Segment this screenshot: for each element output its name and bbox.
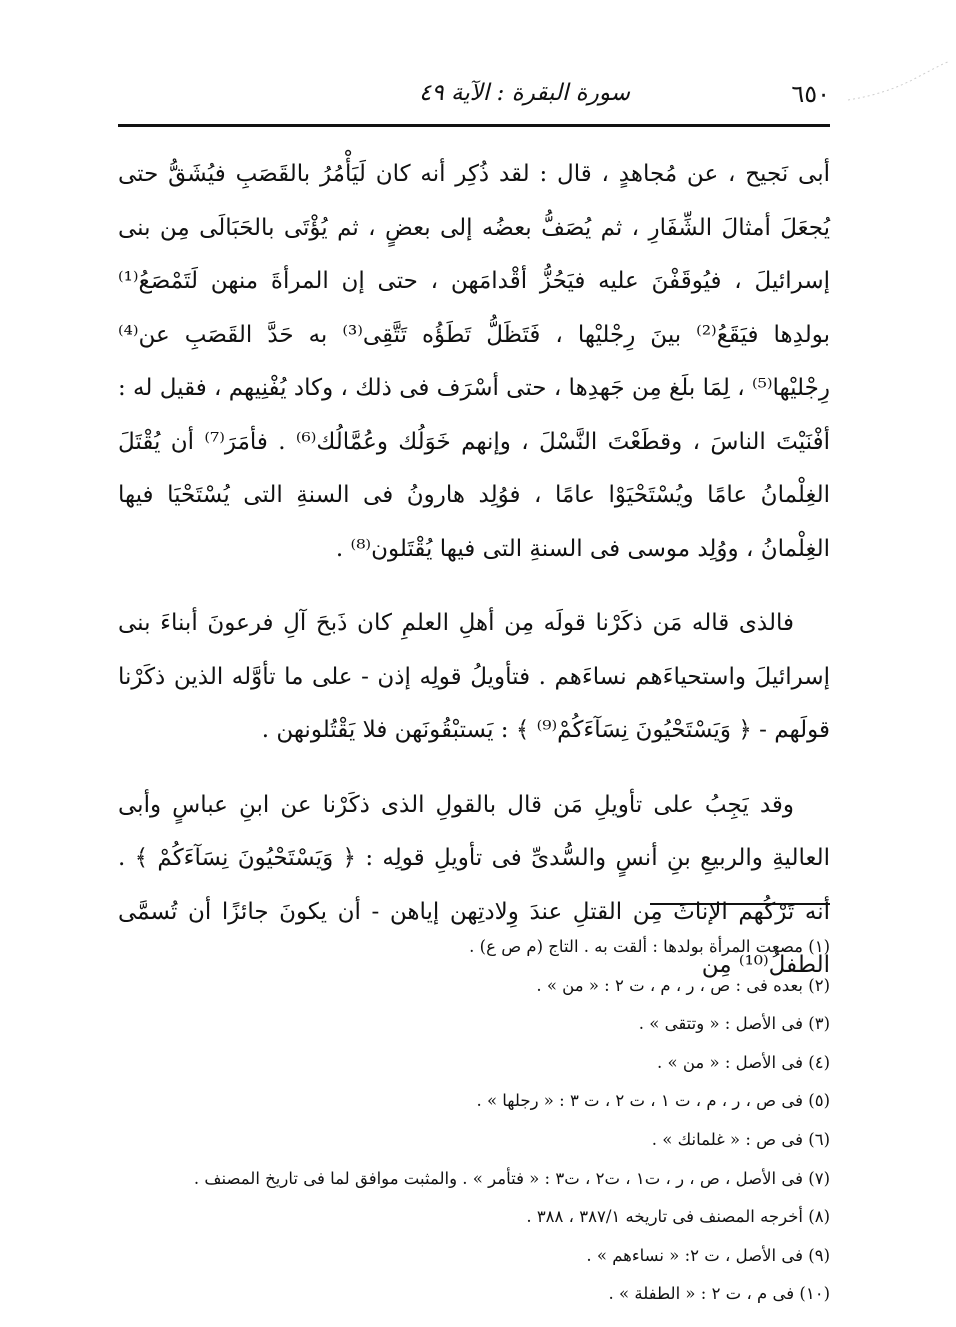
page-header: [118, 80, 830, 116]
footnote-separator: [650, 903, 830, 905]
footnote-3: (٣) فى الأصل : « وتتقى » .: [638, 1014, 830, 1034]
main-text: [118, 148, 830, 993]
footnote-1: (١) مصعت المرأة بولدها : ألقت به . التاج (م ص ع) .: [469, 937, 830, 956]
footnotes: [118, 928, 830, 1314]
paragraph-2: فالذى قاله مَن ذكَرْنا قولَه مِن أهلِ العلمِ كان ذَبحَ آلِ فرعونَ أبناءَ بنى إسرائيلَ واستحياءَهم نساءَهم . فتأويلُ قولِه إذن - على ما تأوَّله الذين ذكَرْنا قولَهم - ﴿ وَيَسْتَحْيُونَ نِسَآءَكُمْ⁽⁹⁾ ﴾ : يَستبْقُونَهن فلا يَقْتُلونهن .: [118, 610, 830, 743]
footnote-9: (٩) فى الأصل ، ت ٢: « نساءهم » .: [586, 1245, 830, 1265]
footnote-6: (٦) فى ص : « غلمانك » .: [651, 1129, 830, 1149]
scan-artifact-line: [846, 60, 950, 102]
footnote-10: (١٠) فى م ، ت ٢ : « الطفلة » .: [608, 1284, 830, 1304]
footnote-5: (٥) فى ص ، ر ، م ، ت ١ ، ت ٢ ، ت ٣ : « رجلها » .: [476, 1091, 830, 1111]
footnote-8: (٨) أخرجه المصنف فى تاريخه ٣٨٧/١ ، ٣٨٨ .: [526, 1207, 830, 1227]
footnote-2: (٢) بعده فى : ص ، ر ، م ، ت ٢ : « من » .: [536, 975, 830, 995]
page-number: ٦٥٠: [791, 80, 830, 108]
footnote-4: (٤) فى الأصل : « من » .: [657, 1052, 830, 1072]
header-rule: [118, 124, 830, 127]
paragraph-3: وقد يَجِبُ على تأويلِ مَن قال بالقولِ الذى ذكَرْنا عن ابنِ عباسٍ وأبى العاليةِ والربيعِ بنِ أنسٍ والسُّدىِّ فى تأويلِ قولِه : ﴿ وَيَسْتَحْيُونَ نِسَآءَكُمْ ﴾ . أنه تَرْكُهم الإناثَ مِن القتلِ عندَ وِلادتِهن إياهن - أن يكونَ جائزًا أن تُسمَّى الطفلُ⁽¹⁰⁾ مِن: [118, 791, 830, 978]
paragraph-1: أبى نَجيح ، عن مُجاهدٍ ، قال : لقد ذُكِر أنه كان لَيَأْمُرُ بالقَصَبِ فيُشَقُّ حتى يُجعَلَ أمثالَ الشِّفَارِ ، ثم يُصَفُّ بعضُه إلى بعضٍ ، ثم يُؤْتَى بالحَبَالَى مِن بنى إسرائيلَ ، فيُوقَفْنَ عليه فيَحُزُّ أقْدامَهن ، حتى إن المرأةَ منهن لَتَمْصَعُ⁽¹⁾ بولدِها فيَقَعُ⁽²⁾ بينَ رِجْليْها ، فَتَظَلُّ تَطَؤُه تَتَّقِى⁽³⁾ به حَدَّ القَصَبِ عن⁽⁴⁾ رِجْليْها⁽⁵⁾ ، لِمَا بلَغ مِن جَهدِها ، حتى أسْرَف فى ذلك ، وكاد يُفْنِيهم ، فقيل له : أفْنَيْتَ الناسَ ، وقطَعْتَ النَّسْلَ ، وإنهم خَوَلُك وعُمَّالُك⁽⁶⁾ . فأمَرَ⁽⁷⁾ أن يُقْتَلَ الغِلْمانُ عامًا ويُسْتَحْيَوْا عامًا ، فوُلِد هارونُ فى السنةِ التى يُسْتَحْيَا فيها الغِلْمانُ ، ووُلِد موسى فى السنةِ التى فيها يُقْتَلون⁽⁸⁾ .: [118, 161, 831, 562]
footnote-7: (٧) فى الأصل ، ص ، ر ، ت١ ، ت٢ ، ت٣ : « فتأمر » . والمثبت موافق لما فى تاريخ المصنف .: [193, 1168, 830, 1188]
running-title: سورة البقرة : الآية ٤٩: [419, 80, 630, 106]
